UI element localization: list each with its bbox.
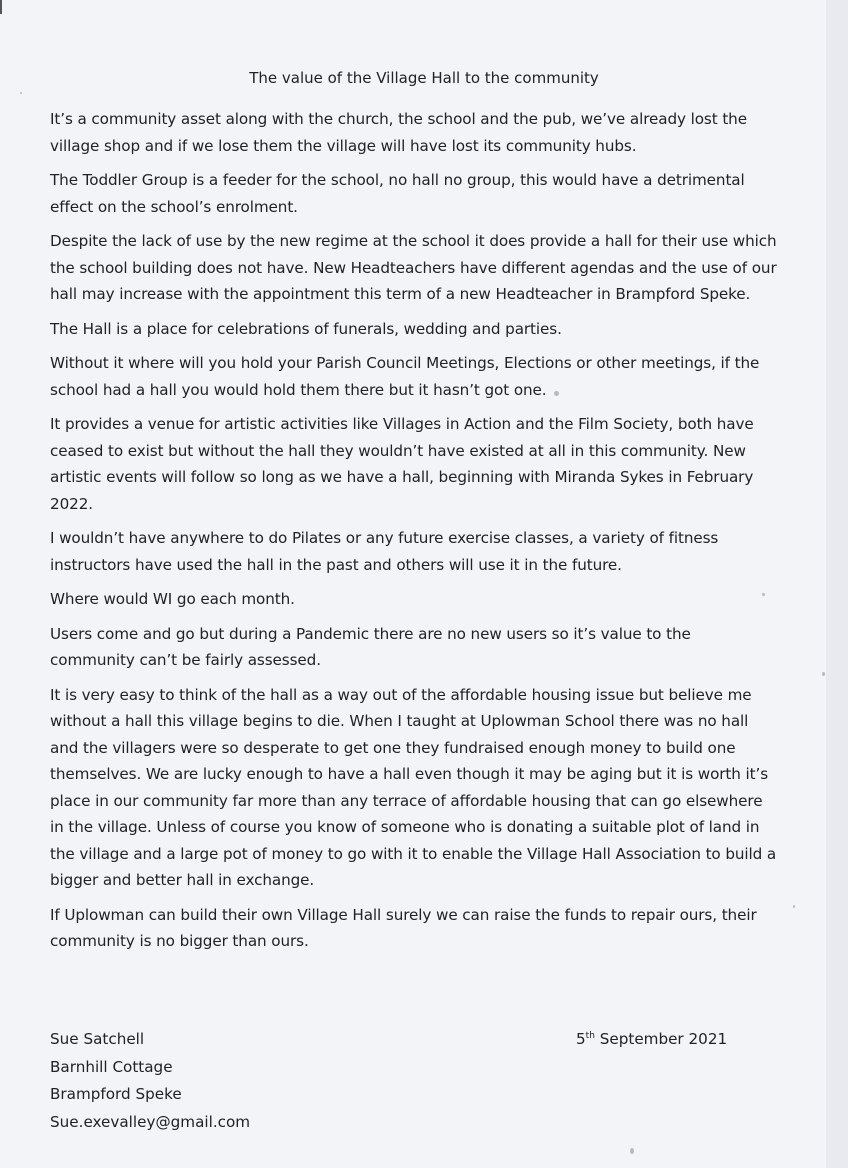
scan-edge (826, 0, 848, 1168)
signature-address-line-1: Barnhill Cottage (50, 1057, 173, 1076)
document-title: The value of the Village Hall to the community (249, 69, 599, 87)
scan-corner-mark (0, 0, 2, 14)
paragraph-community-asset: It’s a community asset along with the church, the school and the pub, we’ve already lost the village shop and if we lose them the village will have lost its community hubs. (50, 110, 747, 155)
paragraph-uplowman: If Uplowman can build their own Village Hall surely we can raise the funds to repair ours, their community is no bigger than ours. (50, 905, 757, 950)
document-body (50, 106, 780, 963)
scan-speck (554, 391, 559, 396)
paragraph-wi: Where would WI go each month. (50, 590, 295, 608)
signature-block (50, 1026, 250, 1136)
paragraph-toddler-group: The Toddler Group is a feeder for the school, no hall no group, this would have a detrimental effect on the school’s enrolment. (50, 171, 745, 216)
paragraph-exercise-classes: I wouldn’t have anywhere to do Pilates or any future exercise classes, a variety of fitness instructors have used the hall in the past and others will use it in the future. (50, 529, 719, 574)
paragraph-artistic-activities: It provides a venue for artistic activities like Villages in Action and the Film Society, both have ceased to exist but without the hall they wouldn’t have existed at all in this community. New artistic events will follow so long as we have a hall, beginning with Miranda Sykes in February 2022. (50, 415, 754, 513)
scan-speck (762, 593, 765, 596)
scan-speck (630, 1148, 634, 1154)
paragraph-meetings: Without it where will you hold your Parish Council Meetings, Elections or other meetings, if the school had a hall you would hold them there but it hasn’t got one. (50, 354, 760, 399)
scan-speck (793, 905, 795, 908)
paragraph-affordable-housing: It is very easy to think of the hall as a way out of the affordable housing issue but believe me without a hall this village begins to die. When I taught at Uplowman School there was no hall and the villagers were so desperate to get one they fundraised enough money to build one themselves. We are lucky enough to have a hall even though it may be aging but it is worth it’s place in our community far more than any terrace of affordable housing that can go elsewhere in the village. Unless of course you know of someone who is donating a suitable plot of land in the village and a large pot of money to go with it to enable the Village Hall Association to build a bigger and better hall in exchange. (50, 685, 777, 889)
scan-speck (822, 672, 825, 676)
signature-name: Sue Satchell (50, 1030, 145, 1048)
letter-date (576, 1026, 727, 1054)
paragraph-celebrations: The Hall is a place for celebrations of funerals, wedding and parties. (50, 319, 562, 338)
paragraph-school-use: Despite the lack of use by the new regime at the school it does provide a hall for their use which the school building does not have. New Headteachers have different agendas and the use of our hall may increase with the appointment this term of a new Headteacher in Brampford Speke. (50, 232, 777, 303)
date-rest: September 2021 (594, 1030, 728, 1048)
signature-email: Sue.exevalley@gmail.com (50, 1112, 251, 1131)
paragraph-pandemic-users: Users come and go but during a Pandemic there are no new users so it’s value to the community can’t be fairly assessed. (50, 624, 691, 669)
date-ordinal-suffix: th (585, 1031, 595, 1041)
date-day: 5 (576, 1030, 586, 1048)
signature-address-line-2: Brampford Speke (50, 1085, 182, 1103)
scan-speck (20, 92, 22, 94)
